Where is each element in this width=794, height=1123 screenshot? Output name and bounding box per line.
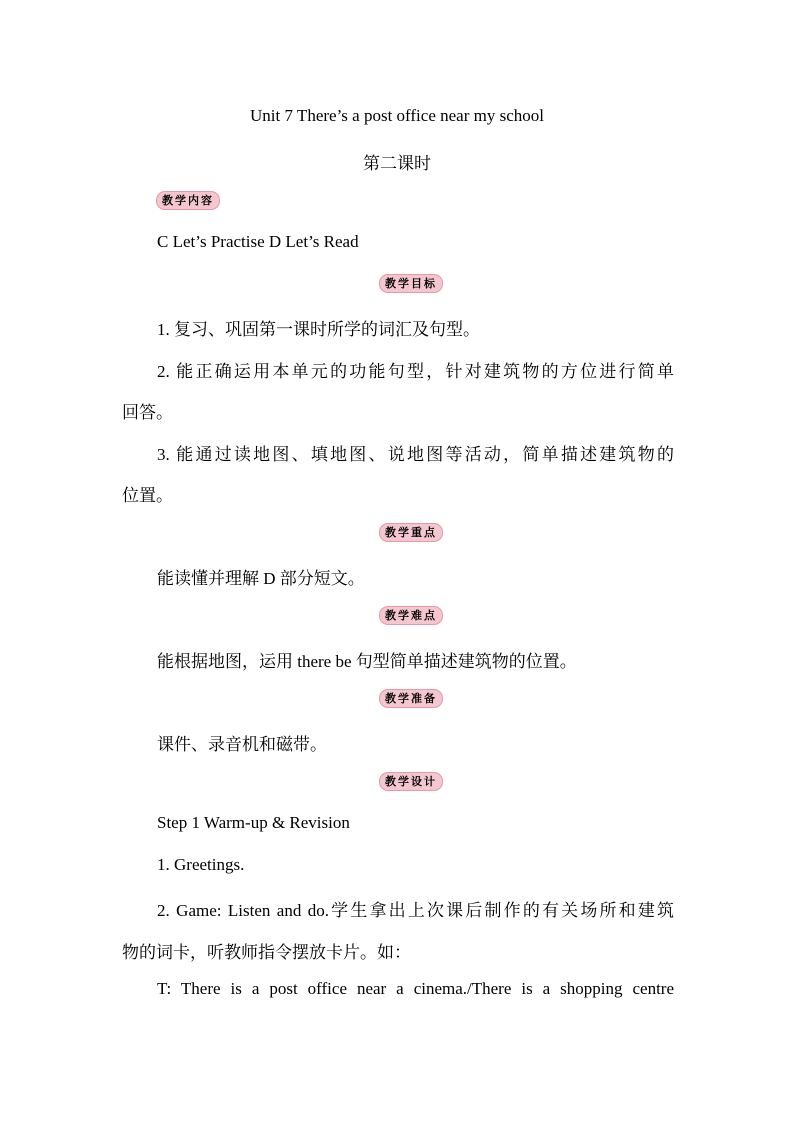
preparation-badge: 教学准备 — [379, 689, 443, 708]
key-points-badge: 教学重点 — [379, 523, 443, 542]
goal-2-line-2: 回答。 — [122, 403, 173, 422]
step-1-item-1: 1. Greetings. — [157, 855, 245, 874]
preparation-text: 课件、录音机和磁带。 — [157, 735, 327, 754]
teacher-line: T: There is a post office near a cinema./There is a shopping centre — [157, 979, 674, 998]
lesson-subtitle: 第二课时 — [363, 154, 431, 173]
goal-3-line-2: 位置。 — [122, 486, 173, 505]
goal-2-line-1: 2. 能正确运用本单元的功能句型，针对建筑物的方位进行简单 — [157, 362, 674, 381]
key-points-text: 能读懂并理解 D 部分短文。 — [157, 569, 365, 588]
teaching-content-text: C Let’s Practise D Let’s Read — [157, 232, 359, 251]
goal-1: 1. 复习、巩固第一课时所学的词汇及句型。 — [157, 320, 480, 339]
document-title: Unit 7 There’s a post office near my school — [250, 106, 544, 125]
teaching-goals-badge: 教学目标 — [379, 274, 443, 293]
goal-3-line-1: 3. 能通过读地图、填地图、说地图等活动，简单描述建筑物的 — [157, 445, 674, 464]
difficulties-badge: 教学难点 — [379, 606, 443, 625]
teaching-design-badge: 教学设计 — [379, 772, 443, 791]
step-1-item-2-line-1: 2. Game: Listen and do.学生拿出上次课后制作的有关场所和建筑 — [157, 901, 674, 920]
step-1-heading: Step 1 Warm-up & Revision — [157, 813, 350, 832]
teaching-content-badge: 教学内容 — [156, 191, 220, 210]
difficulties-text: 能根据地图，运用 there be 句型简单描述建筑物的位置。 — [157, 652, 577, 671]
step-1-item-2-line-2: 物的词卡，听教师指令摆放卡片。如： — [122, 943, 411, 962]
